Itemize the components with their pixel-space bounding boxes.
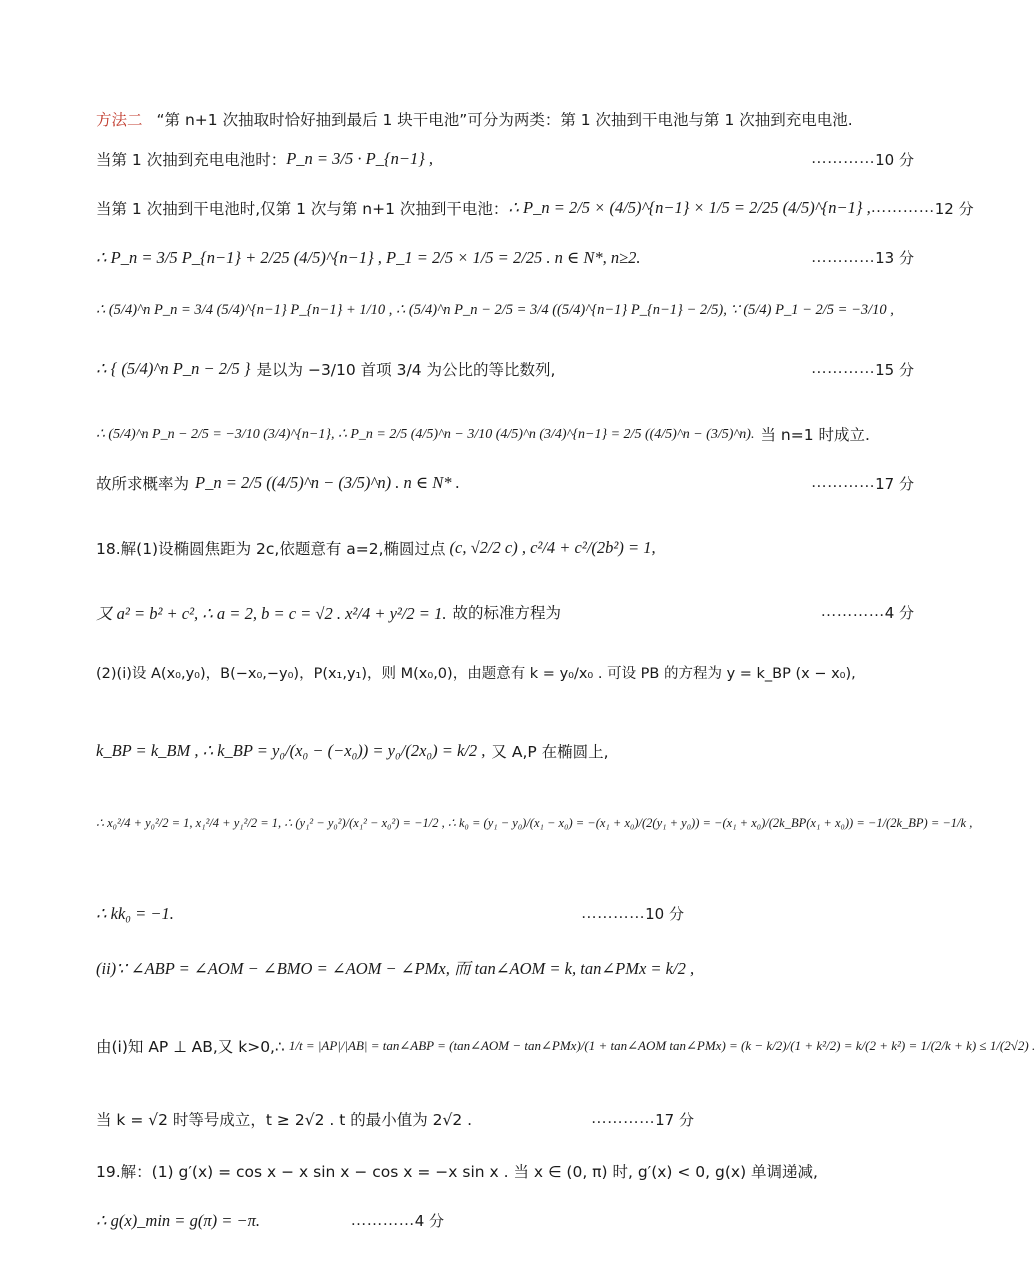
score-dots: ………… <box>581 904 646 922</box>
score-dots: ………… <box>811 248 876 266</box>
score: 15 分 <box>875 360 914 379</box>
line-text: 又 A,P 在椭圆上, <box>491 743 609 761</box>
score-dots: ………… <box>811 474 876 491</box>
line-q18-part2i <box>96 662 914 683</box>
formula: ∴ g(x)_min = g(π) = −π. <box>96 1210 260 1230</box>
score: 17 分 <box>655 1110 694 1129</box>
formula: ∴ (5/4)^n P_n = 3/4 (5/4)^{n−1} P_{n−1} + 1/10 , ∴ (5/4)^n P_n − 2/5 = 3/4 ((5/4)^{n−1} P_{n−1} − 2/5), ∵ (5/4) P_1 − 2/5 = −3/10 , <box>96 302 894 318</box>
formula: k_BP = k_BM , ∴ k_BP = y₀/(x₀ − (−x₀)) = y₀/(2x₀) = k/2 , <box>96 741 486 760</box>
score-dots: ………… <box>350 1211 415 1229</box>
line-text: “第 n+1 次抽取时恰好抽到最后 1 块干电池”可分为两类：第 1 次抽到干电池与第 1 次抽到充电电池. <box>156 111 853 129</box>
line-transform <box>96 302 914 319</box>
line-text: 当 n=1 时成立. <box>760 426 870 444</box>
line-general-term <box>96 423 914 445</box>
score: 10 分 <box>645 905 684 923</box>
method-label: 方法二 <box>96 111 143 129</box>
formula: P_n = 3/5 · P_{n−1} , <box>286 149 434 168</box>
formula: 1/t = |AP|/|AB| = tan∠ABP = (tan∠AOM − tan∠PMx)/(1 + tan∠AOM tan∠PMx) = (k − k/2)/(1 + k²/2) = k/(2 + k²) = 1/(2/k + k) ≤ 1/(2√2) . <box>288 1038 1035 1053</box>
line-method-two <box>96 108 914 130</box>
formula: (c, √2/2 c) , c²/4 + c²/(2b²) = 1, <box>449 538 656 557</box>
line-text: 18.解(1)设椭圆焦距为 2c,依题意有 a=2,椭圆过点 <box>96 540 446 558</box>
line-text: 当第 1 次抽到充电电池时： <box>96 151 287 169</box>
formula: ∴ { (5/4)^n P_n − 2/5 } <box>96 359 251 378</box>
score-dots: ………… <box>591 1110 656 1127</box>
line-text: 故的标准方程为 <box>452 604 561 622</box>
line-slope-bp <box>96 740 914 762</box>
line-ellipse-equation <box>96 600 914 624</box>
score: 17 分 <box>875 474 914 493</box>
score-dots: ………… <box>811 150 876 167</box>
line-kk0 <box>96 903 684 924</box>
score-dots: ………… <box>870 199 935 216</box>
line-recurrence <box>96 247 914 268</box>
score: 12 分 <box>934 199 974 218</box>
line-text: (2)(i)设 A(x₀,y₀)，B(−x₀,−y₀)，P(x₁,y₁)，则 M(x₀,0)，由题意有 k = y₀/x₀ . 可设 PB 的方程为 y = k_BP (x − x₀), <box>96 666 856 682</box>
formula: ∴ P_n = 2/5 × (4/5)^{n−1} × 1/5 = 2/25 (4/5)^{n−1} , <box>508 198 871 217</box>
line-equality <box>96 1108 694 1130</box>
score: 4 分 <box>414 1212 444 1230</box>
score: 13 分 <box>875 249 914 267</box>
line-text: 故所求概率为 <box>96 475 190 493</box>
formula: ∴ x₀²/4 + y₀²/2 = 1, x₁²/4 + y₁²/2 = 1, ∴ (y₁² − y₀²)/(x₁² − x₀²) = −1/2 , ∴ k₀ = (y₁ − y₀)/(x₁ − x₀) = −(x₁ + x₀)/(2(y₁ + y₀)) = −(x₁ + x₀)/(2k_BP(x₁ + x₀)) = −1/(2k_BP) = −1/k , <box>96 816 973 830</box>
score: 10 分 <box>875 150 914 169</box>
line-gmin <box>96 1210 444 1231</box>
formula: ∴ kk₀ = −1. <box>96 903 174 923</box>
score-dots: ………… <box>820 603 885 620</box>
line-text: 是以为 −3/10 首项 3/4 为公比的等比数列, <box>256 361 556 379</box>
line-slope-k0 <box>96 815 973 831</box>
formula: ∴ (5/4)^n P_n − 2/5 = −3/10 (3/4)^{n−1}, ∴ P_n = 2/5 (4/5)^n − 3/10 (4/5)^n (3/4)^{n−1} = 2/5 ((4/5)^n − (3/5)^n). <box>96 426 755 442</box>
formula: ∴ P_n = 3/5 P_{n−1} + 2/25 (4/5)^{n−1} , P_1 = 2/5 × 1/5 = 2/25 . n ∈ N*, n≥2. <box>96 247 641 267</box>
formula: 又 a² = b² + c², ∴ a = 2, b = c = √2 . x²/4 + y²/2 = 1. <box>96 604 447 623</box>
score-dots: ………… <box>811 360 876 377</box>
line-q18-part1 <box>96 537 914 559</box>
line-text: 当第 1 次抽到干电池时,仅第 1 次与第 n+1 次抽到干电池： <box>96 200 509 218</box>
line-case-dry <box>96 197 974 219</box>
line-tan-abp <box>96 1035 1035 1057</box>
score: 4 分 <box>884 603 914 622</box>
line-text: 当 k = √2 时等号成立，t ≥ 2√2 . t 的最小值为 2√2 . <box>96 1111 473 1129</box>
line-q19 <box>96 1160 914 1182</box>
line-conclusion <box>96 472 914 494</box>
line-text: 由(i)知 AP ⊥ AB,又 k>0,∴ <box>96 1038 285 1056</box>
formula: P_n = 2/5 ((4/5)^n − (3/5)^n) . n ∈ N* . <box>195 473 460 492</box>
line-text: 19.解：(1) g′(x) = cos x − x sin x − cos x = −x sin x . 当 x ∈ (0, π) 时, g′(x) < 0, g(x) 单调递减, <box>96 1163 818 1181</box>
line-case-charging <box>96 148 914 170</box>
line-geometric <box>96 358 914 380</box>
line-q18-part2ii <box>96 955 914 979</box>
line-text: (ii)∵ ∠ABP = ∠AOM − ∠BMO = ∠AOM − ∠PMx, 而 tan∠AOM = k, tan∠PMx = k/2 , <box>96 959 695 978</box>
